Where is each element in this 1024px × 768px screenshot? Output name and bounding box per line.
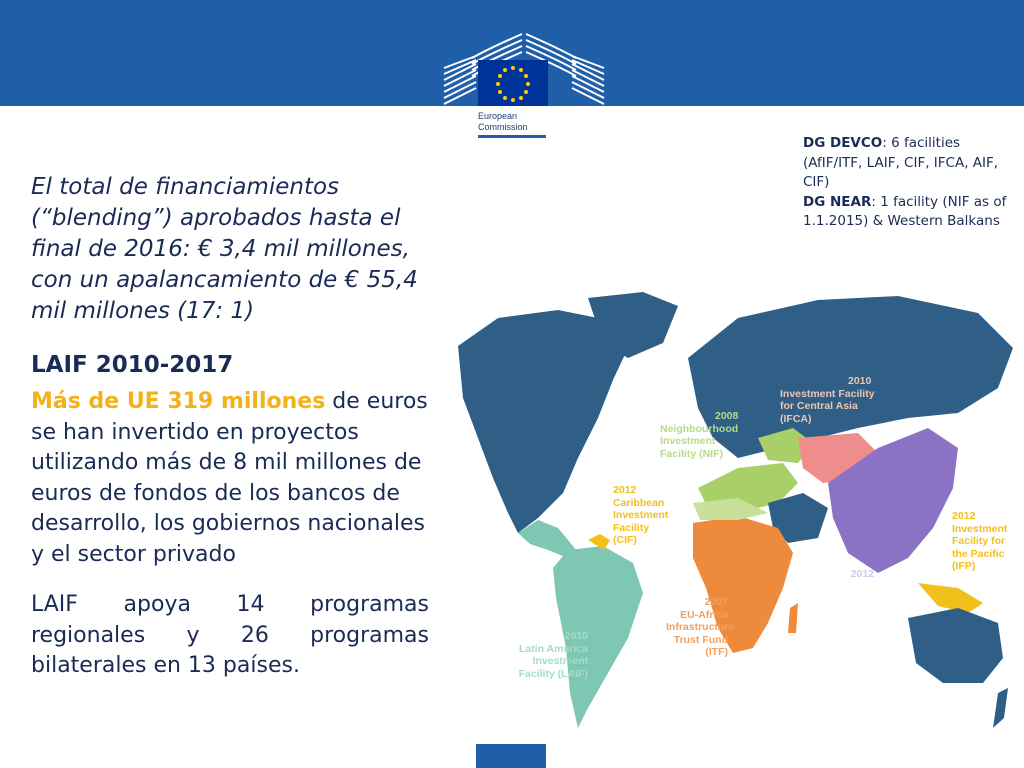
map-label-ifca — [780, 375, 890, 425]
map-label-cif-year: 2012 — [613, 484, 637, 496]
investment-paragraph — [31, 387, 429, 570]
support-paragraph: LAIF apoya 14 programas regionales y 26 programas bilaterales en 13 países. — [31, 592, 429, 678]
map-label-aif-year: 2012 — [850, 568, 874, 580]
dg-devco-label: DG DEVCO — [803, 135, 883, 151]
investment-highlight: Más de UE 319 millones — [31, 389, 326, 414]
dg-facilities-box — [803, 134, 1015, 232]
australia-region — [908, 608, 1003, 683]
map-label-itf — [666, 596, 735, 659]
map-label-itf-name: EU-Africa Infrastructure Trust Fund (ITF) — [666, 608, 735, 658]
main-text-column — [31, 172, 429, 682]
map-label-nif — [660, 410, 748, 460]
map-label-cif-name: Caribbean Investment Facility (CIF) — [613, 496, 669, 546]
laif-title: LAIF 2010-2017 — [31, 352, 234, 378]
map-label-ifca-year: 2010 — [848, 375, 872, 387]
map-label-ifp-name: Investment Facility for the Pacific (IFP) — [952, 522, 1008, 572]
dg-devco-line — [803, 134, 1015, 193]
map-label-laif — [504, 630, 588, 680]
logo-underline — [478, 135, 546, 138]
pacific-islands-region — [918, 583, 983, 613]
investment-rest: de euros se han invertido en proyectos utilizando más de 8 mil millones de euros de fondos de los bancos de desarrollo, los gobiernos nacionales y el sector privado — [31, 389, 428, 567]
madagascar-region — [788, 603, 798, 633]
dg-near-line — [803, 193, 1015, 232]
map-label-nif-name: Neighbourhood Investment Facility (NIF) — [660, 422, 739, 460]
map-label-ifca-name: Investment Facility for Central Asia (IFCA) — [780, 387, 875, 425]
intro-text: El total de financiamientos (“blending”) aprobados hasta el final de 2016: € 3,4 mil millones, con un apalancamiento de € 55,4 mil millones (17: 1) — [31, 174, 418, 324]
dg-near-label: DG NEAR — [803, 193, 872, 210]
map-label-aif-name: Asian Investment Facility (AIF) — [810, 580, 874, 618]
north-america-region — [458, 310, 628, 533]
map-label-ifp — [952, 510, 1016, 573]
footer-flag — [476, 744, 546, 768]
map-label-ifp-year: 2012 — [952, 510, 976, 522]
logo-caption-line1: European — [478, 111, 518, 121]
dg-near-text: : 1 facility (NIF as of 1.1.2015) & Western Balkans — [803, 193, 1007, 229]
map-label-aif — [798, 568, 874, 618]
dg-devco-text: : 6 facilities (AfIF/ITF, LAIF, CIF, IFCA, AIF, CIF) — [803, 135, 999, 190]
new-zealand-region — [993, 688, 1008, 728]
map-label-itf-year: 2007 — [704, 596, 728, 608]
map-label-laif-year: 2010 — [564, 630, 588, 642]
map-label-cif — [613, 484, 671, 547]
logo-caption — [478, 111, 528, 133]
logo-caption-line2: Commission — [478, 122, 528, 132]
map-label-laif-name: Latin America Investment Facility (LAIF) — [518, 642, 588, 680]
map-label-nif-year: 2008 — [715, 410, 739, 422]
